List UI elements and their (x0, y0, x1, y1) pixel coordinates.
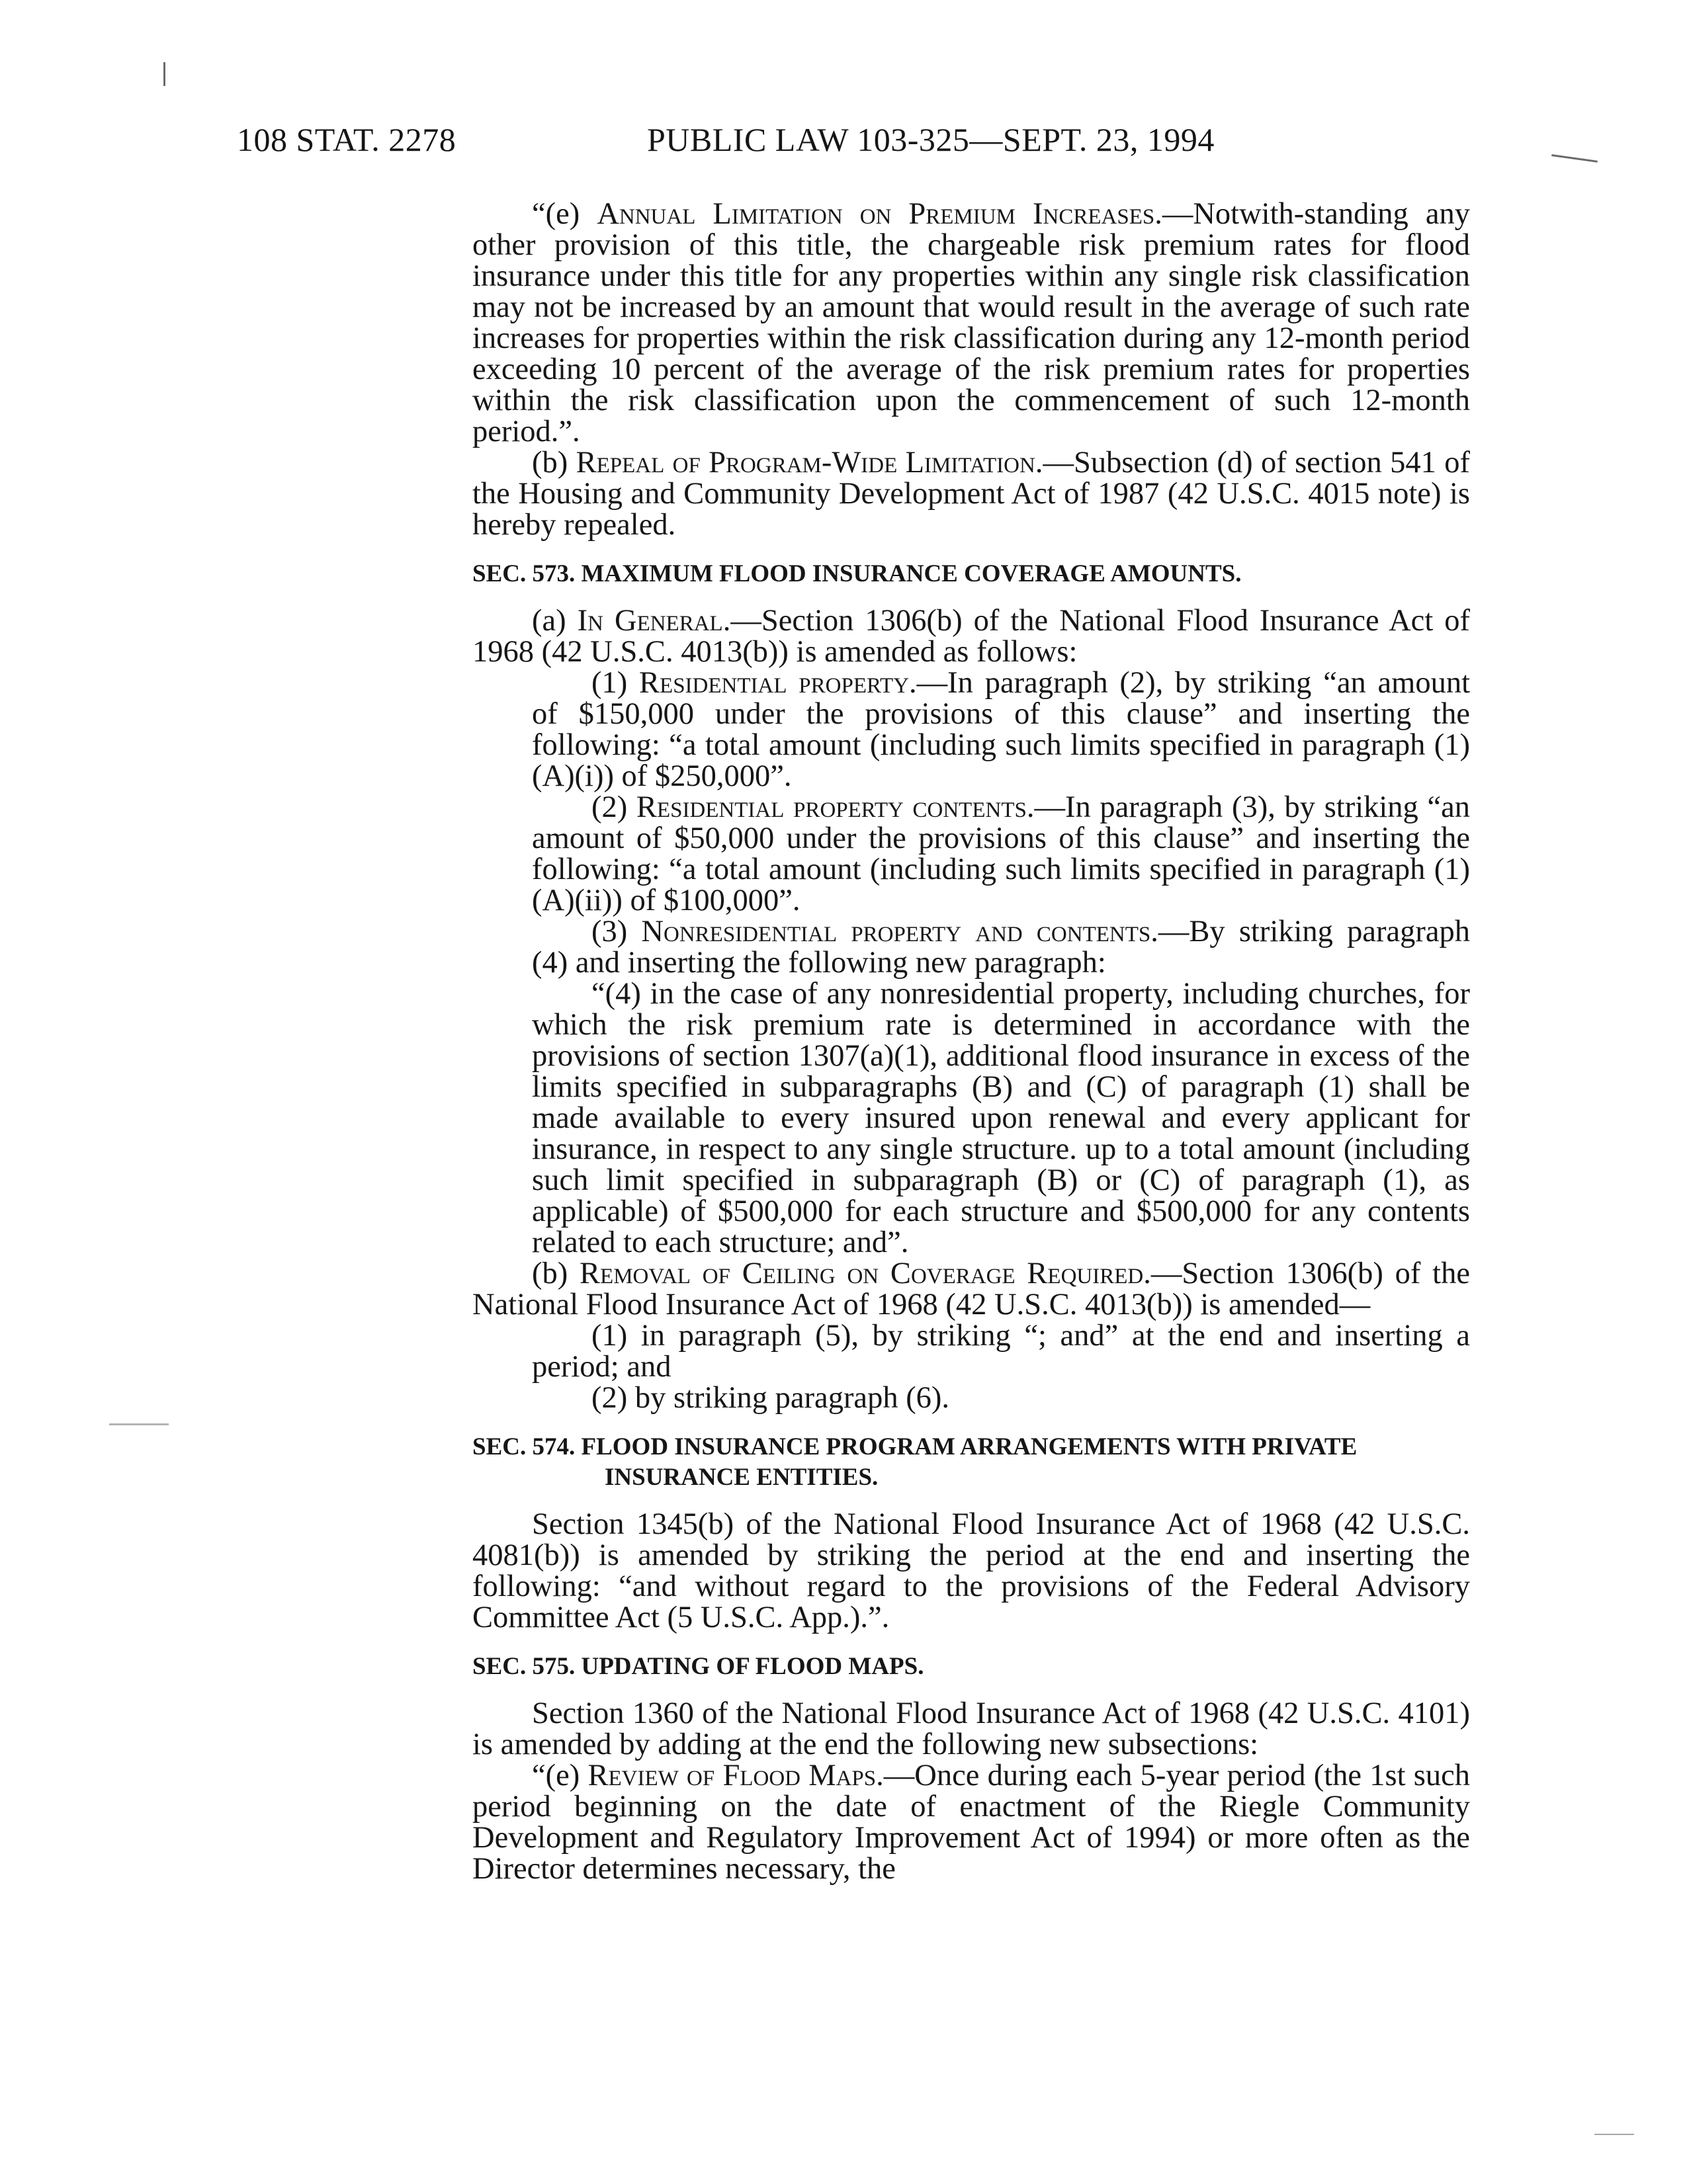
heading-repeal: Repeal of Program-Wide Limitation (576, 446, 1035, 480)
document-body (472, 198, 1470, 1884)
heading-removal-of-ceiling: Removal of Ceiling on Coverage Required (580, 1257, 1144, 1290)
text-nonresidential: By striking paragraph (4) and inserting the following new paragraph: (532, 915, 1470, 980)
subsection-e-annual-limitation: “(e) Annual Limitation on Premium Increases.—Notwith-standing any other provision of this title, the chargeable risk premium rates for flood insurance under this title for any properties within any single risk classification may not be increased by an amount that would result in the average of such rate increases for properties within the risk classification during any 12-month period exceeding 10 percent of the average of the risk premium rates for properties within the risk classification upon the commencement of such 12-month period.”. (472, 197, 1470, 448)
paragraph-1-residential-property: (1) Residential property.—In paragraph (2), by striking “an amount of $150,000 under the provisions of this clause” and inserting the following: “a total amount (including such limits specified in paragraph (1)(A)(i)) of $250,000”. (532, 666, 1470, 793)
clause-b1: (1) in paragraph (5), by striking “; and” at the end and inserting a period; and (532, 1319, 1470, 1384)
text-residential-contents: In paragraph (3), by striking “an amount of $50,000 under the provisions of this clause” and inserting the following: “a total amount (including such limits specified in paragraph (1)(A)(ii)) of $100,000”. (532, 790, 1470, 917)
scan-mark-left-middle (109, 1423, 169, 1425)
paragraph-3-nonresidential: (3) Nonresidential property and contents.—By striking paragraph (4) and inserting the following new paragraph: (532, 915, 1470, 980)
heading-in-general: In General (577, 604, 723, 638)
section-575-heading: SEC. 575. UPDATING OF FLOOD MAPS. (472, 1653, 924, 1680)
heading-review-of-flood-maps: Review of Flood Maps (587, 1759, 877, 1792)
subsection-b-repeal: (b) Repeal of Program-Wide Limitation.—Subsection (d) of section 541 of the Housing and Community Development Act of 1987 (42 U.S.C. 4015 note) is hereby repealed. (472, 446, 1470, 542)
section-573-heading: SEC. 573. MAXIMUM FLOOD INSURANCE COVERAGE AMOUNTS. (472, 560, 1242, 587)
section-575-text: Section 1360 of the National Flood Insurance Act of 1968 (42 U.S.C. 4101) is amended by adding at the end the following new subsections: (472, 1697, 1470, 1761)
text-removal-of-ceiling: Section 1306(b) of the National Flood Insurance Act of 1968 (42 U.S.C. 4013(b)) is amended— (472, 1257, 1470, 1322)
text-repeal: Subsection (d) of section 541 of the Housing and Community Development Act of 1987 (42 U.S.C. 4015 note) is hereby repealed. (472, 446, 1470, 542)
paragraph-2-residential-contents: (2) Residential property contents.—In paragraph (3), by striking “an amount of $50,000 under the provisions of this clause” and inserting the following: “a total amount (including such limits specified in paragraph (1)(A)(ii)) of $100,000”. (532, 790, 1470, 917)
scan-mark-left-top (163, 62, 165, 86)
heading-residential-contents: Residential property contents (636, 790, 1027, 824)
text-review-of-flood-maps: Once during each 5-year period (the 1st such period beginning on the date of enactment of the Riegle Community Development and Regulatory Improvement Act of 1994) or more often as the Director determines necessary, the (472, 1759, 1470, 1886)
section-574-heading: SEC. 574. FLOOD INSURANCE PROGRAM ARRANGEMENTS WITH PRIVATE INSURANCE ENTITIES. (472, 1433, 1358, 1491)
subsection-b-removal-of-ceiling: (b) Removal of Ceiling on Coverage Required.—Section 1306(b) of the National Flood Insurance Act of 1968 (42 U.S.C. 4013(b)) is amended— (472, 1257, 1470, 1322)
scan-mark-right-top (1551, 154, 1598, 163)
text-residential-property: In paragraph (2), by striking “an amount of $150,000 under the provisions of this clause” and inserting the following: “a total amount (including such limits specified in paragraph (1)(A)(i)) of $250,000”. (532, 666, 1470, 793)
stat-page-number: 108 STAT. 2278 (237, 121, 456, 158)
subsection-e-review-of-flood-maps: “(e) Review of Flood Maps.—Once during each 5-year period (the 1st such period beginning on the date of enactment of the Riegle Community Development and Regulatory Improvement Act of 1994) or more often as the Director determines necessary, the (472, 1759, 1470, 1886)
quoted-paragraph-4: “(4) in the case of any nonresidential property, including churches, for which the risk premium rate is determined in accordance with the provisions of section 1307(a)(1), additional flood insurance in excess of the limits specified in subparagraphs (B) and (C) of paragraph (1) shall be made available to every insured upon renewal and every applicant for insurance, in respect to any single structure. up to a total amount (including such limit specified in subparagraph (B) or (C) of paragraph (1), as applicable) of $500,000 for each structure and $500,000 for any contents related to each structure; and”. (532, 977, 1470, 1259)
scan-mark-right-bottom (1594, 2134, 1634, 2135)
text-in-general: Section 1306(b) of the National Flood Insurance Act of 1968 (42 U.S.C. 4013(b)) is amended as follows: (472, 604, 1470, 669)
public-law-title: PUBLIC LAW 103-325—SEPT. 23, 1994 (647, 121, 1215, 158)
subsection-a-in-general: (a) In General.—Section 1306(b) of the National Flood Insurance Act of 1968 (42 U.S.C. 4013(b)) is amended as follows: (472, 604, 1470, 669)
heading-nonresidential: Nonresidential property and contents (641, 915, 1151, 948)
clause-b2: (2) by striking paragraph (6). (591, 1381, 950, 1415)
heading-residential-property: Residential property (639, 666, 910, 700)
text-annual-limitation: standing any other provision of this title, the chargeable risk premium rates for flood insurance under this title for any properties within any single risk classification may not be increased by an amount that would result in the average of such rate increases for properties within the risk classification during any 12-month period exceeding 10 percent of the average of the risk premium rates for properties within the risk classification upon the commencement of such 12-month period.”. (472, 197, 1470, 448)
heading-annual-limitation: Annual Limitation on Premium Increases (597, 197, 1155, 231)
section-574-text: Section 1345(b) of the National Flood Insurance Act of 1968 (42 U.S.C. 4081(b)) is amended by striking the period at the end and inserting the following: “and without regard to the provisions of the Federal Advisory Committee Act (5 U.S.C. App.).”. (472, 1507, 1470, 1634)
